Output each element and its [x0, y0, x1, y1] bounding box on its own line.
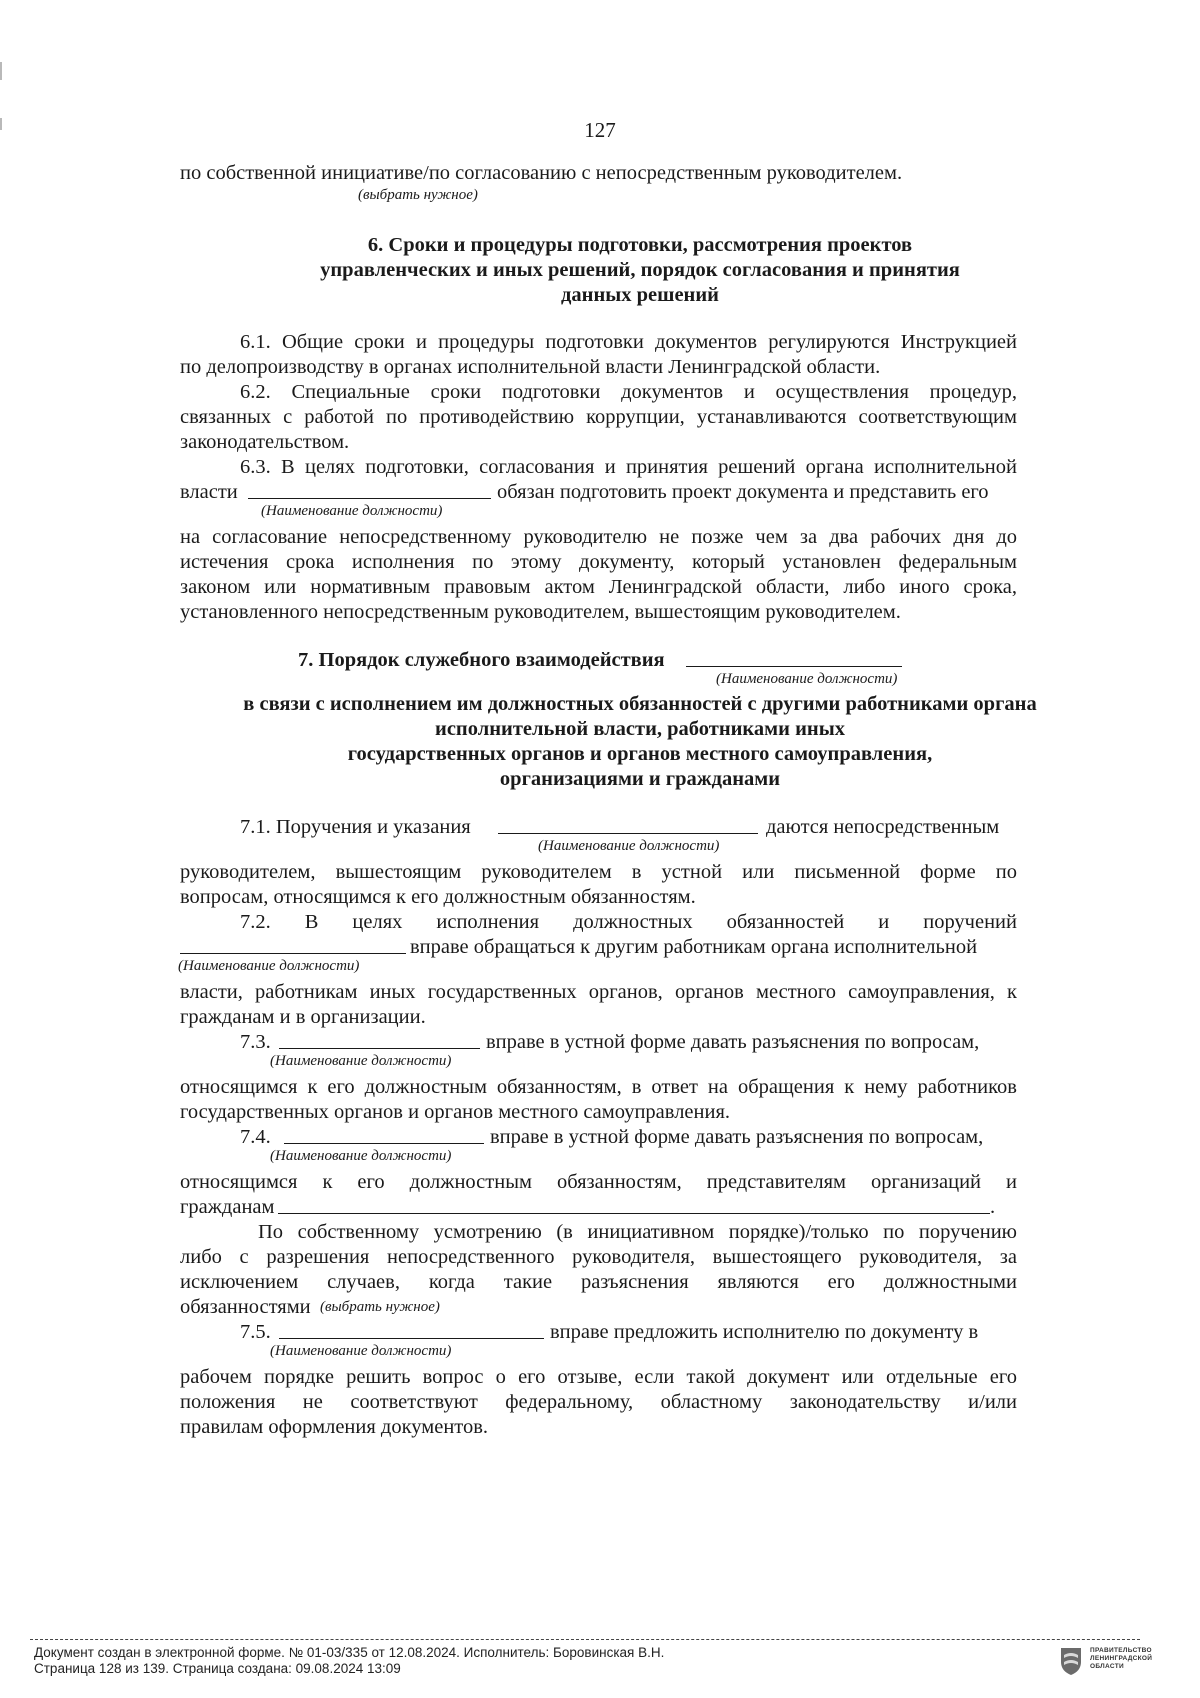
coat-of-arms-icon — [1058, 1646, 1084, 1676]
paragraph-7-2: власти, работникам иных государственных органов, органов местного самоуправления, к — [180, 981, 1017, 1003]
paragraph-7-1: даются непосредственным — [766, 816, 1000, 838]
section-7-heading: в связи с исполнением им должностных обязанностей с другими работниками органа — [243, 693, 1037, 715]
paragraph-7-5: вправе предложить исполнителю по документу в — [550, 1321, 979, 1343]
paragraph-7-3: вправе в устной форме давать разъяснения по вопросам, — [486, 1031, 980, 1053]
government-logo-text — [1090, 1647, 1152, 1671]
page-number: 127 — [584, 118, 616, 142]
footer-document-info: Документ создан в электронной форме. № 01-03/335 от 12.08.2024. Исполнитель: Боровинская В.Н. — [34, 1645, 665, 1660]
paragraph-7-2: гражданам и в организации. — [180, 1006, 426, 1028]
position-note: (Наименование должности) — [270, 1343, 452, 1359]
paragraph-6-2: законодательством. — [180, 431, 350, 453]
paragraph-7-3: 7.3. — [240, 1031, 271, 1053]
section-7-heading: государственных органов и органов местного самоуправления, — [347, 743, 933, 765]
paragraph-7-4: По собственному усмотрению (в инициативном порядке)/только по поручению — [258, 1221, 1017, 1243]
paragraph-7-4: 7.4. — [240, 1126, 271, 1148]
logo-text-line: ОБЛАСТИ — [1090, 1663, 1124, 1670]
paragraph-7-1: 7.1. Поручения и указания — [240, 816, 471, 838]
position-note: (Наименование должности) — [178, 958, 360, 974]
section-7-heading: организациями и гражданами — [499, 768, 781, 790]
position-blank-line — [248, 498, 491, 499]
choose-note: (выбрать нужное) — [320, 1299, 440, 1315]
scan-edge-mark — [0, 62, 2, 80]
position-blank-line — [686, 666, 902, 667]
paragraph-7-4: обязанностями — [180, 1296, 311, 1318]
footer-page-info: Страница 128 из 139. Страница создана: 09.08.2024 13:09 — [34, 1661, 401, 1676]
choose-note: (выбрать нужное) — [358, 187, 478, 203]
paragraph-7-5: 7.5. — [240, 1321, 271, 1343]
paragraph-7-1: руководителем, вышестоящим руководителем в устной или письменной форме по — [180, 861, 1017, 883]
position-blank-line — [284, 1143, 484, 1144]
paragraph-6-1: по делопроизводству в органах исполнительной власти Ленинградской области. — [180, 356, 881, 378]
logo-text-line: ЛЕНИНГРАДСКОЙ — [1090, 1655, 1153, 1662]
position-blank-line — [498, 833, 758, 834]
paragraph-6-3: власти — [180, 481, 238, 503]
position-note: (Наименование должности) — [270, 1053, 452, 1069]
paragraph-7-3: государственных органов и органов местного самоуправления. — [180, 1101, 731, 1123]
paragraph-7-4: исключением случаев, когда такие разъяснения являются его должностными — [180, 1271, 1017, 1293]
paragraph-7-5: положения не соответствуют федеральному, областному законодательству и/или — [180, 1391, 1017, 1413]
paragraph-6-3: обязан подготовить проект документа и представить его — [497, 481, 989, 503]
paragraph-7-2: вправе обращаться к другим работникам органа исполнительной — [410, 936, 978, 958]
position-note: (Наименование должности) — [261, 503, 443, 519]
paragraph-6-3: установленного непосредственным руководителем, вышестоящим руководителем. — [180, 601, 901, 623]
section-6-heading: 6. Сроки и процедуры подготовки, рассмотрения проектов — [367, 234, 913, 256]
paragraph-6-3: 6.3. В целях подготовки, согласования и принятия решений органа исполнительной — [240, 456, 1017, 478]
position-note: (Наименование должности) — [270, 1148, 452, 1164]
logo-text-line: ПРАВИТЕЛЬСТВО — [1090, 1647, 1152, 1654]
paragraph-7-4: гражданам — [180, 1196, 275, 1218]
position-blank-line — [180, 953, 406, 954]
intro-line: по собственной инициативе/по согласованию с непосредственным руководителем. — [180, 162, 903, 184]
paragraph-7-5: правилам оформления документов. — [180, 1416, 489, 1438]
section-6-heading: данных решений — [561, 284, 719, 306]
paragraph-7-4: либо с разрешения непосредственного руководителя, вышестоящего руководителя, за — [180, 1246, 1017, 1268]
section-7-heading: 7. Порядок служебного взаимодействия — [298, 649, 665, 671]
paragraph-7-4: вправе в устной форме давать разъяснения по вопросам, — [490, 1126, 984, 1148]
paragraph-6-3: законом или нормативным правовым актом Ленинградской области, либо иного срока, — [180, 576, 1017, 598]
footer-divider — [30, 1639, 1140, 1640]
paragraph-7-1: вопросам, относящимся к его должностным обязанностям. — [180, 886, 696, 908]
paragraph-7-2: 7.2. В целях исполнения должностных обязанностей и поручений — [240, 911, 1017, 933]
paragraph-7-5: рабочем порядке решить вопрос о его отзыве, если такой документ или отдельные его — [180, 1366, 1017, 1388]
answer-blank-line — [278, 1213, 990, 1214]
position-blank-line — [279, 1048, 480, 1049]
paragraph-6-1: 6.1. Общие сроки и процедуры подготовки документов регулируются Инструкцией — [240, 331, 1017, 353]
position-note: (Наименование должности) — [538, 838, 720, 854]
paragraph-6-2: 6.2. Специальные сроки подготовки документов и осуществления процедур, — [240, 381, 1017, 403]
section-6-heading: управленческих и иных решений, порядок согласования и принятия — [320, 259, 960, 281]
paragraph-7-3: относящимся к его должностным обязанностям, в ответ на обращения к нему работников — [180, 1076, 1017, 1098]
paragraph-6-2: связанных с работой по противодействию коррупции, устанавливаются соответствующим — [180, 406, 1017, 428]
position-note: (Наименование должности) — [716, 671, 898, 687]
paragraph-6-3: истечения срока исполнения по этому документу, который установлен федеральным — [180, 551, 1017, 573]
paragraph-7-4: относящимся к его должностным обязанностям, представителям организаций и — [180, 1171, 1017, 1193]
paragraph-7-4: . — [990, 1196, 996, 1218]
paragraph-6-3: на согласование непосредственному руководителю не позже чем за два рабочих дня до — [180, 526, 1017, 548]
section-7-heading: исполнительной власти, работниками иных — [435, 718, 845, 740]
position-blank-line — [279, 1338, 544, 1339]
